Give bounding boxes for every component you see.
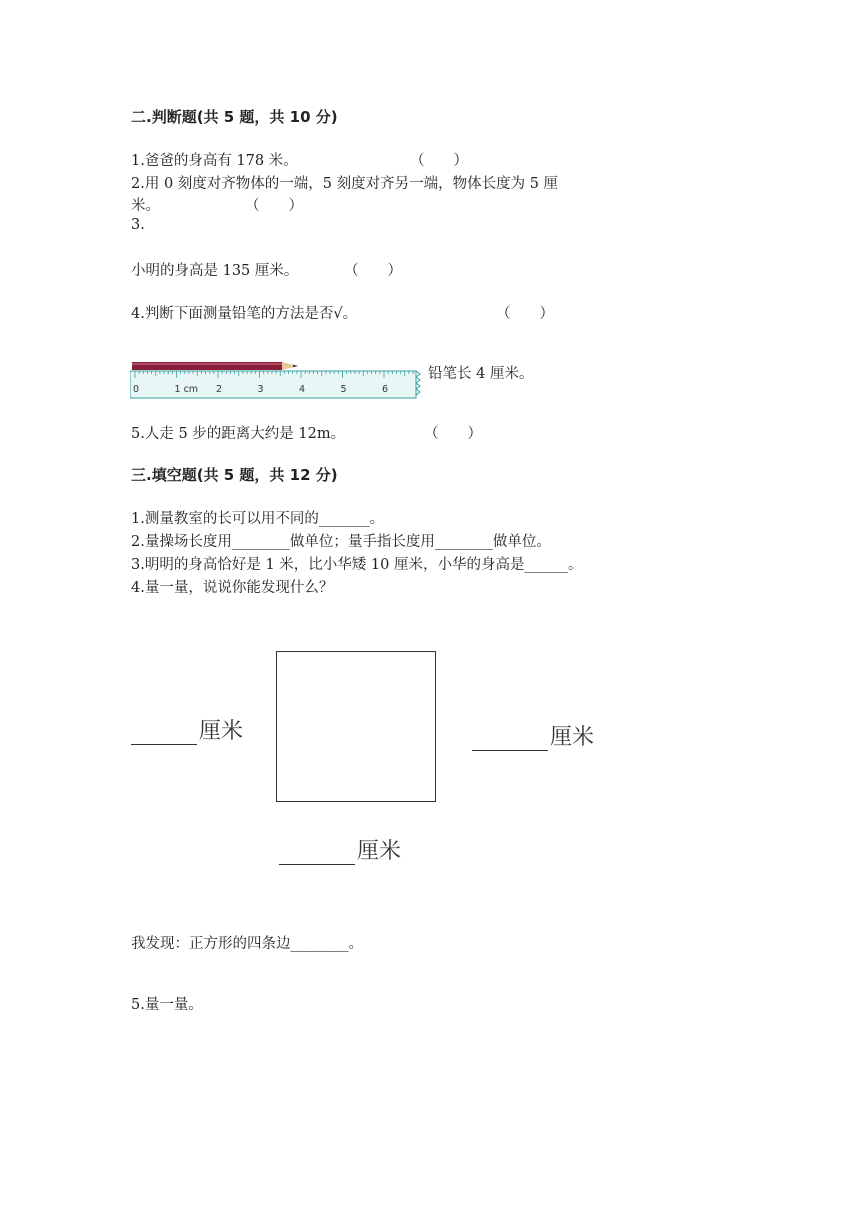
ruler-icon	[130, 371, 416, 398]
question-2-2-line2: 米。	[131, 198, 160, 214]
unit-label: 厘米	[550, 725, 595, 750]
ruler-tick-label: 4	[299, 384, 306, 395]
ruler-tick-label: 3	[257, 384, 264, 395]
question-2-4: 4.判断下面测量铅笔的方法是否√。	[131, 306, 358, 322]
section-3-title: 三.填空题(共 5 题，共 12 分)	[131, 466, 338, 484]
pencil-ruler-illustration	[130, 360, 426, 400]
answer-paren-2-3[interactable]: （ ）	[344, 263, 402, 279]
ruler-tick-label: 6	[382, 384, 389, 395]
pencil-length-caption: 铅笔长 4 厘米。	[428, 366, 534, 382]
answer-paren-2-5[interactable]: （ ）	[424, 426, 482, 442]
finding-line[interactable]: 我发现：正方形的四条边________。	[131, 936, 363, 952]
question-3-4: 4.量一量，说说你能发现什么？	[131, 580, 334, 596]
ruler-tick-label: 5	[340, 384, 347, 395]
question-3-5: 5.量一量。	[131, 997, 203, 1013]
question-3-2[interactable]: 2.量操场长度用________做单位；量手指长度用________做单位。	[131, 534, 551, 550]
question-2-1: 1.爸爸的身高有 178 米。	[131, 153, 298, 169]
pencil-icon	[132, 362, 298, 370]
question-3-1[interactable]: 1.测量教室的长可以用不同的_______。	[131, 511, 385, 527]
unit-label: 厘米	[199, 719, 244, 744]
question-3-3[interactable]: 3.明明的身高恰好是 1 米，比小华矮 10 厘米，小华的身高是______。	[131, 557, 583, 573]
question-2-2-line1: 2.用 0 刻度对齐物体的一端，5 刻度对齐另一端，物体长度为 5 厘	[131, 176, 559, 192]
left-side-blank[interactable]	[131, 714, 243, 745]
question-2-3: 小明的身高是 135 厘米。	[131, 263, 299, 279]
right-side-blank[interactable]	[472, 720, 594, 751]
answer-paren-2-2[interactable]: （ ）	[245, 198, 303, 214]
ruler-tick-label: 2	[216, 384, 223, 395]
answer-paren-2-1[interactable]: （ ）	[410, 153, 468, 169]
pencil-ruler-figure	[130, 360, 426, 400]
ruler-tick-label: 1 cm	[174, 384, 199, 395]
unit-label: 厘米	[357, 839, 402, 864]
question-2-5: 5.人走 5 步的距离大约是 12m。	[131, 426, 346, 442]
section-2-title: 二.判断题(共 5 题，共 10 分)	[131, 108, 338, 126]
question-2-3-number: 3.	[131, 217, 145, 233]
square-figure	[276, 651, 436, 802]
answer-paren-2-4[interactable]: （ ）	[496, 306, 554, 322]
bottom-side-blank[interactable]	[279, 834, 401, 865]
ruler-tick-label: 0	[133, 384, 140, 395]
